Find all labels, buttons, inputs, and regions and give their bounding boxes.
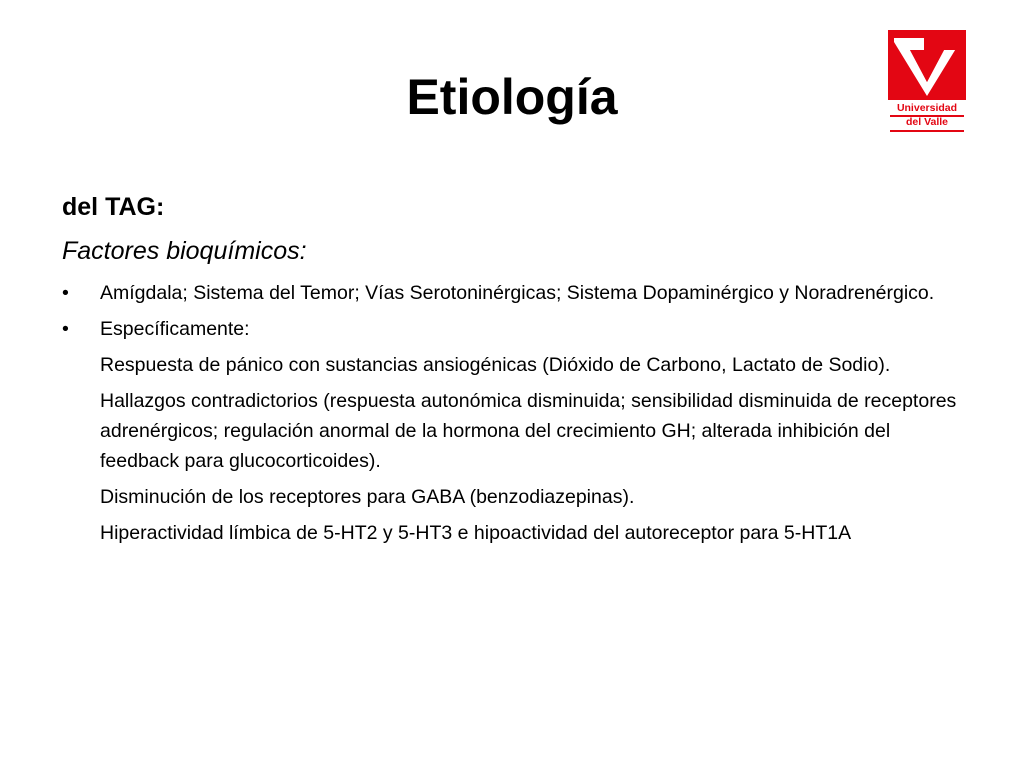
logo-emblem-icon xyxy=(888,30,966,100)
sub-item: Hiperactividad límbica de 5-HT2 y 5-HT3 e hipoactividad del autoreceptor para 5-HT1A xyxy=(100,522,852,544)
sub-item: Hallazgos contradictorios (respuesta autonómica disminuida; sensibilidad disminuida de receptores adrenérgicos; regulación anormal de la hormona del crecimiento GH; alterada inhibición del feedback para glucocorticoides). xyxy=(100,390,957,472)
bullet-item xyxy=(62,314,962,344)
bullet-marker: • xyxy=(62,282,69,304)
bullet-marker: • xyxy=(62,318,69,340)
slide-title: Etiología xyxy=(406,69,618,125)
section-heading: del TAG: xyxy=(62,193,165,221)
bullet-item xyxy=(62,278,962,308)
bullet-text: Amígdala; Sistema del Temor; Vías Serotoninérgicas; Sistema Dopaminérgico y Noradrenérgico. xyxy=(100,282,935,304)
slide-body xyxy=(62,190,962,554)
section-subheading: Factores bioquímicos: xyxy=(62,237,307,265)
bullet-text: Específicamente: xyxy=(100,318,250,340)
logo-text-line1: Universidad xyxy=(896,102,958,114)
university-logo xyxy=(888,30,966,134)
sub-item: Respuesta de pánico con sustancias ansiogénicas (Dióxido de Carbono, Lactato de Sodio). xyxy=(100,354,891,376)
logo-text-line2: del Valle xyxy=(905,116,949,128)
logo-underline xyxy=(890,130,964,132)
sub-item: Disminución de los receptores para GABA (benzodiazepinas). xyxy=(100,486,635,508)
